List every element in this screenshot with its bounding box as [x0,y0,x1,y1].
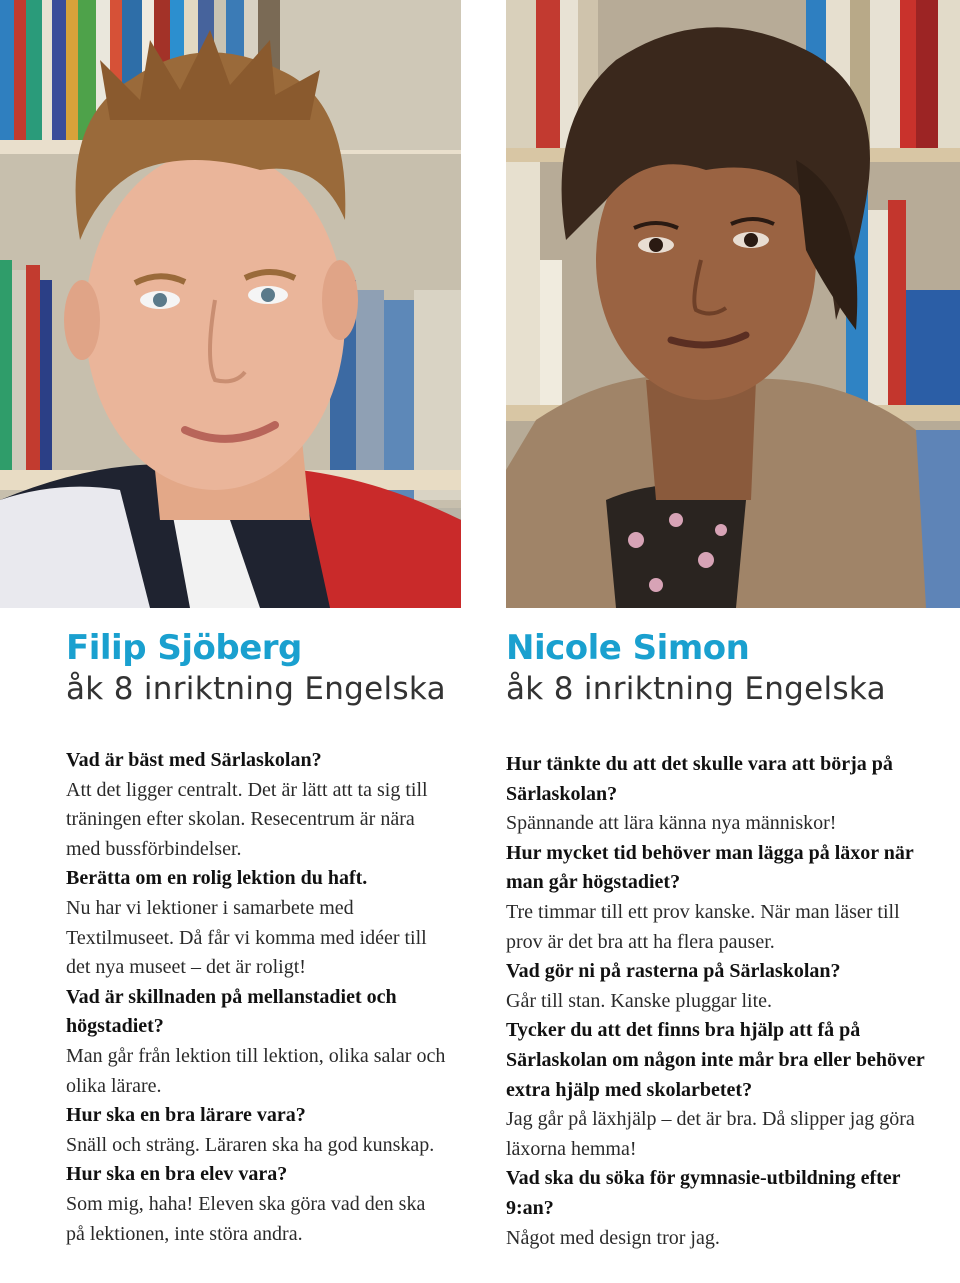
answer: Nu har vi lektioner i samarbete med Textilmuseet. Då får vi komma med idéer till det nya museet – det är roligt! [66,896,427,979]
person-grade: åk 8 inriktning Engelska [506,671,886,707]
person-grade: åk 8 inriktning Engelska [66,671,446,707]
question: Hur ska en bra elev vara? [66,1163,288,1186]
portrait-boy-image [0,0,461,608]
person-name: Nicole Simon [506,628,750,668]
answer: Jag går på läxhjälp – det är bra. Då slipper jag göra läxorna hemma! [506,1108,915,1160]
question: Vad ska du söka för gymnasie-utbildning efter 9:an? [506,1167,901,1219]
answer: Att det ligger centralt. Det är lätt att ta sig till träningen efter skolan. Resecentrum är nära med bussförbindelser. [66,778,428,860]
person-name: Filip Sjöberg [66,628,302,668]
answer: Snäll och sträng. Läraren ska ha god kunskap. [66,1133,435,1156]
question: Vad är bäst med Särlaskolan? [66,749,322,771]
question: Vad gör ni på rasterna på Särlaskolan? [506,960,841,983]
answer: Som mig, haha! Eleven ska göra vad den ska på lektionen, inte störa andra. [66,1192,426,1245]
interview-qa [506,750,926,1253]
interview-qa [66,746,446,1249]
answer: Går till stan. Kanske pluggar lite. [506,989,773,1012]
profile-right [506,628,926,1253]
answer: Tre timmar till ett prov kanske. När man läser till prov är det bra att ha flera pauser. [506,900,900,953]
profile-left [66,628,446,1249]
question: Hur mycket tid behöver man lägga på läxor när man går högstadiet? [506,841,914,894]
question: Hur ska en bra lärare vara? [66,1104,306,1127]
question: Berätta om en rolig lektion du haft. [66,867,368,890]
answer: Spännande att lära känna nya människor! [506,812,837,835]
portrait-photo-left [0,0,461,608]
question: Hur tänkte du att det skulle vara att börja på Särlaskolan? [506,753,893,805]
answer: Man går från lektion till lektion, olika salar och olika lärare. [66,1044,446,1097]
portrait-girl-image [506,0,960,608]
question: Tycker du att det finns bra hjälp att få på Särlaskolan om någon inte mår bra eller behöver extra hjälp med skolarbetet? [506,1019,925,1101]
question: Vad är skillnaden på mellanstadiet och högstadiet? [66,985,397,1038]
answer: Något med design tror jag. [506,1226,720,1249]
portrait-photo-right [506,0,960,608]
